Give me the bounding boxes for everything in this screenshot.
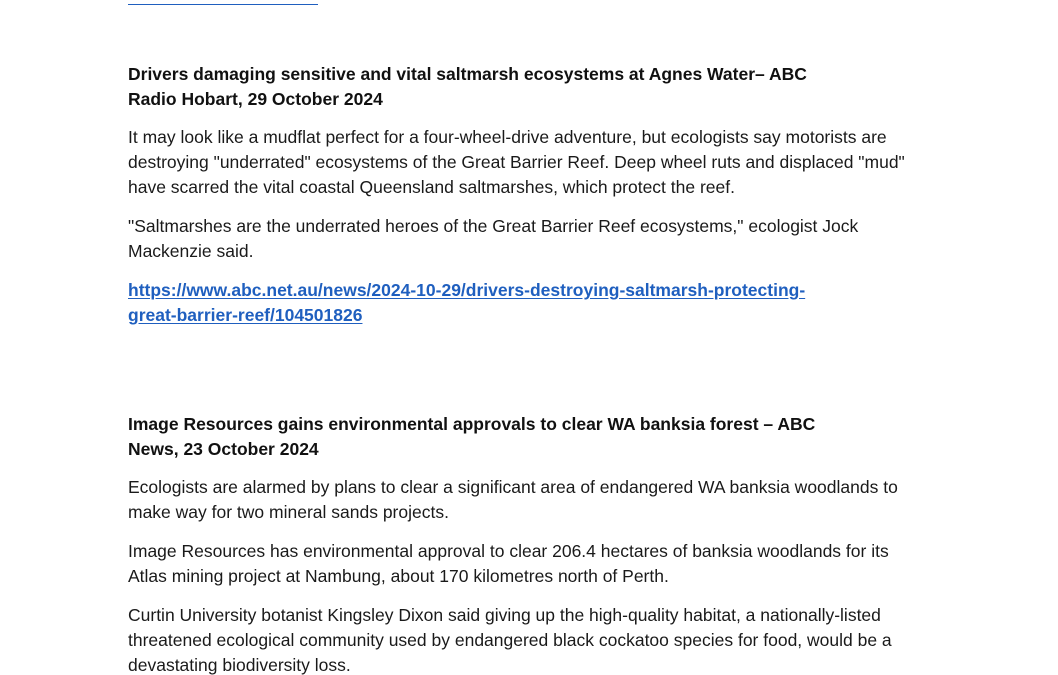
link-line-2[interactable]: great-barrier-reef/104501826: [128, 305, 363, 325]
article-paragraph: Image Resources has environmental approval to clear 206.4 hectares of banksia woodlands for its Atlas mining project at Nambung, about 170 kilometres north of Perth.: [128, 541, 889, 586]
headline-line-2: Radio Hobart, 29 October 2024: [128, 89, 383, 109]
article-saltmarsh: [128, 62, 928, 328]
headline-line-1: Drivers damaging sensitive and vital saltmarsh ecosystems at Agnes Water– ABC: [128, 64, 807, 84]
article-link[interactable]: [128, 278, 928, 328]
article-banksia: [128, 412, 928, 675]
headline-line-1: Image Resources gains environmental approvals to clear WA banksia forest – ABC: [128, 414, 816, 434]
article-paragraph: Ecologists are alarmed by plans to clear a significant area of endangered WA banksia woodlands to make way for two mineral sands projects.: [128, 477, 898, 522]
previous-link-fragment[interactable]: [128, 0, 318, 5]
article-paragraph: It may look like a mudflat perfect for a four-wheel-drive adventure, but ecologists say motorists are destroying "underrated" ecosystems of the Great Barrier Reef. Deep wheel ruts and displaced "mud" have scarred the vital coastal Queensland saltmarshes, which protect the reef.: [128, 127, 905, 197]
article-paragraph: Curtin University botanist Kingsley Dixon said giving up the high-quality habitat, a nationally-listed threatened ecological community used by endangered black cockatoo species for food, would be a devastating biodiversity loss.: [128, 605, 892, 675]
article-paragraph: "Saltmarshes are the underrated heroes of the Great Barrier Reef ecosystems," ecologist Jock Mackenzie said.: [128, 216, 859, 261]
article-headline: [128, 62, 928, 112]
article-headline: [128, 412, 928, 462]
headline-line-2: News, 23 October 2024: [128, 439, 319, 459]
link-line-1[interactable]: https://www.abc.net.au/news/2024-10-29/drivers-destroying-saltmarsh-protecting-: [128, 280, 806, 300]
